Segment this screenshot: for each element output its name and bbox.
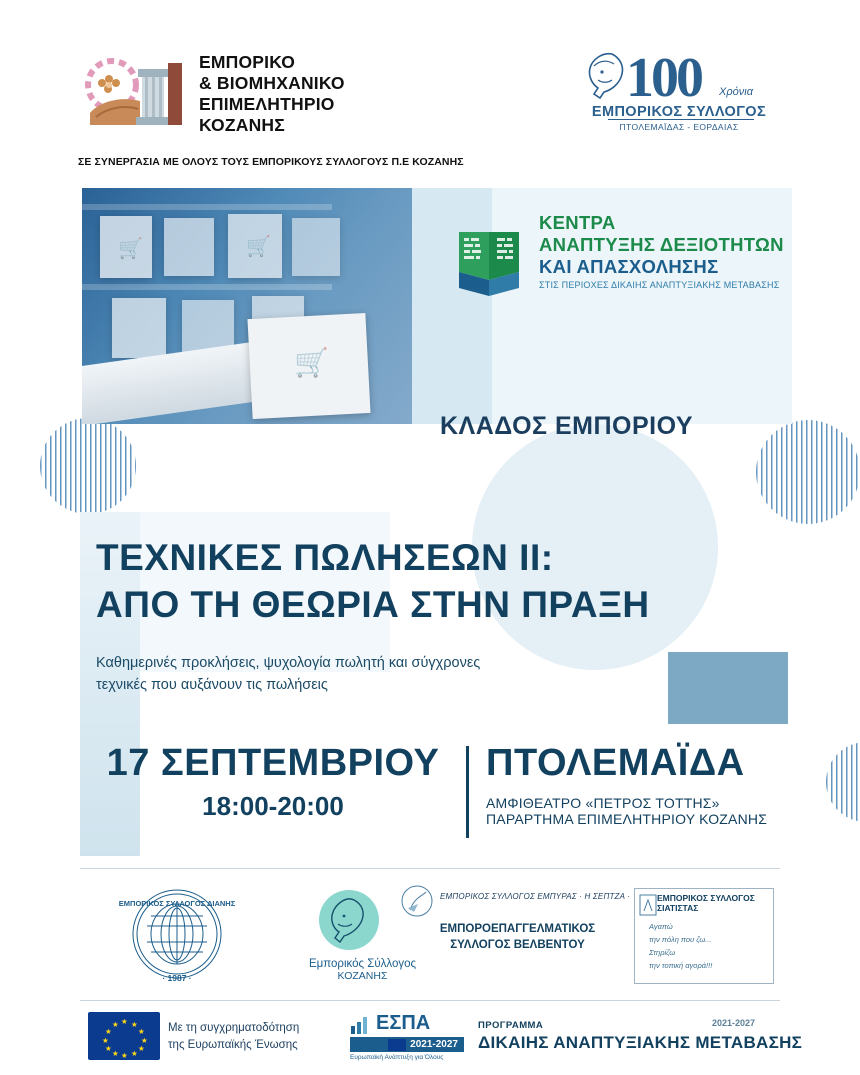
anniversary-association-name: ΕΜΠΟΡΙΚΟΣ ΣΥΛΛΟΓΟΣ xyxy=(591,104,767,120)
sponsor-siatistas-slogan-line-3: Στηρίζω xyxy=(649,947,676,957)
page-title-line-1: ΤΕΧΝΙΚΕΣ ΠΩΛΗΣΕΩΝ ΙΙ: xyxy=(96,537,554,578)
programme-logo-subtitle: ΣΤΙΣ ΠΕΡΙΟΧΕΣ ΔΙΚΑΙΗΣ ΑΝΑΠΤΥΞΙΑΚΗΣ ΜΕΤΑΒΑΣΗΣ xyxy=(539,280,780,291)
athena-head-icon xyxy=(582,50,628,102)
photo-box-2 xyxy=(164,218,214,276)
sponsor-siatistas-card xyxy=(634,888,774,984)
sponsor-kozanis-label-line-1: Εμπορικός Σύλλογος xyxy=(308,958,417,970)
page-subtitle-line-2: τεχνικές που αυξάνουν τις πωλήσεις xyxy=(96,677,328,694)
sponsor-logo-velventou xyxy=(400,884,635,974)
sponsor-siatistas-slogan xyxy=(635,913,773,972)
hero-photo xyxy=(82,188,412,424)
programme-logo-text xyxy=(539,212,784,290)
photo-shelf-2 xyxy=(82,284,332,290)
anniversary-years-word: Χρόνια xyxy=(719,86,753,98)
sector-label: ΚΛΑΔΟΣ ΕΜΠΟΡΙΟΥ xyxy=(440,412,694,440)
event-city: ΠΤΟΛΕΜΑΪΔΑ xyxy=(486,742,745,784)
sponsor-kozanis-label-line-2: ΚΟΖΑΝΗΣ xyxy=(337,970,388,982)
cart-icon-1: 🛒 xyxy=(118,238,143,260)
hatched-circle-far-right xyxy=(826,742,860,822)
chamber-name-line-1: ΕΜΠΟΡΙΚΟ xyxy=(199,52,296,72)
chamber-name-line-3: ΕΠΙΜΕΛΗΤΗΡΙΟ xyxy=(199,94,335,114)
page-title-line-2: ΑΠΟ ΤΗ ΘΕΩΡΙΑ ΣΤΗΝ ΠΡΑΞΗ xyxy=(96,584,650,626)
espa-name: ΕΣΠΑ xyxy=(376,1012,431,1034)
anniversary-association-region: ΠΤΟΛΕΜΑΪΔΑΣ - ΕΟΡΔΑΙΑΣ xyxy=(619,122,739,132)
header xyxy=(0,44,860,168)
chamber-logo-icon xyxy=(82,55,187,133)
event-details xyxy=(88,742,808,854)
anniversary-logo xyxy=(578,44,778,154)
sponsor-siatistas-slogan-line-1: Αγαπώ xyxy=(649,922,673,932)
event-details-divider xyxy=(466,746,469,838)
cart-icon-3: 🛒 xyxy=(294,347,329,378)
programme-logo-line-2: ΑΝΑΠΤΥΞΗΣ ΔΕΞΙΟΤΗΤΩΝ xyxy=(539,233,784,255)
title-block xyxy=(88,534,788,629)
svg-text:ΕΜΠΟΡΙΚΟΣ ΣΥΛΛΟΓΟΣ ΔΙΑΝΗΣ: ΕΜΠΟΡΙΚΟΣ ΣΥΛΛΟΓΟΣ ΔΙΑΝΗΣ xyxy=(118,899,236,908)
svg-text:· 1987 ·: · 1987 · xyxy=(162,973,192,983)
espa-logo xyxy=(348,1012,468,1062)
event-time: 18:00-20:00 xyxy=(202,791,344,821)
chamber-name-line-2: & ΒΙΟΜΗΧΑΝΙΚΟ xyxy=(199,73,345,93)
sponsor-siatistas-title-line-1: ΕΜΠΟΡΙΚΟΣ ΣΥΛΛΟΓΟΣ xyxy=(657,893,755,903)
photo-box-5 xyxy=(112,298,166,358)
event-venue-line-2: ΠΑΡΑΡΤΗΜΑ ΕΠΙΜΕΛΗΤΗΡΙΟΥ ΚΟΖΑΝΗΣ xyxy=(486,811,768,827)
sponsor-velventou-label-line-1: ΕΜΠΟΡΟΕΠΑΓΓΕΛΜΑΤΙΚΟΣ xyxy=(439,923,596,935)
sponsor-siatistas-slogan-line-4: την τοπική αγορά!!! xyxy=(649,960,713,970)
espa-subtitle: Ευρωπαϊκή Ανάπτυξη για Όλους xyxy=(350,1054,444,1061)
sponsor-velventou-label-line-2: ΣΥΛΛΟΓΟΣ ΒΕΛΒΕΝΤΟΥ xyxy=(450,938,585,951)
eu-flag-icon: ★ ★ ★ ★ ★ ★ ★ ★ ★ ★ ★ ★ xyxy=(88,1012,160,1060)
espa-years xyxy=(350,1037,464,1052)
chamber-name-line-4: ΚΟΖΑΝΗΣ xyxy=(199,115,285,135)
event-venue-line-1: ΑΜΦΙΘΕΑΤΡΟ «ΠΕΤΡΟΣ ΤΟΤΤΗΣ» xyxy=(486,795,720,811)
espa-bars-icon xyxy=(350,1014,372,1034)
programme-logo-line-3: ΚΑΙ ΑΠΑΣΧΟΛΗΣΗΣ xyxy=(539,255,719,277)
eu-cofunding-line-1: Με τη συγχρηματοδότηση xyxy=(168,1022,300,1034)
espa-years-text: 2021-2027 xyxy=(410,1039,458,1050)
programme-footer-label: ΠΡΟΓΡΑΜΜΑ xyxy=(478,1020,544,1031)
footer xyxy=(0,1002,860,1075)
programme-logo xyxy=(447,212,807,312)
sponsor-velventou-label xyxy=(400,922,635,953)
programme-footer-years: 2021-2027 xyxy=(712,1018,756,1028)
page-subtitle xyxy=(96,652,696,697)
chamber-logo-text xyxy=(199,52,345,136)
chamber-logo xyxy=(82,52,345,136)
divider-above-footer xyxy=(80,1000,780,1001)
sponsor-velventou-top-text: ΕΜΠΟΡΙΚΟΣ ΣΥΛΛΟΓΟΣ ΕΜΠΥΡΑΣ · Η ΣΕΠΤΖΑ · xyxy=(440,892,631,901)
eu-cofunding-text xyxy=(168,1020,299,1053)
programme-logo-line-1: ΚΕΝΤΡΑ xyxy=(539,212,616,233)
cooperation-note: ΣΕ ΣΥΝΕΡΓΑΣΙΑ ΜΕ ΟΛΟΥΣ ΤΟΥΣ ΕΜΠΟΡΙΚΟΥΣ ΣΥΛΛΟΓΟΥΣ Π.Ε ΚΟΖΑΝΗΣ xyxy=(78,156,464,168)
espa-eu-mini-flag xyxy=(388,1039,406,1051)
event-location-block xyxy=(486,742,816,827)
event-date-block xyxy=(88,742,458,822)
photo-box-4 xyxy=(292,218,340,276)
sponsor-logo-dianis xyxy=(102,882,252,990)
programme-footer-name: ΔΙΚΑΙΗΣ ΑΝΑΠΤΥΞΙΑΚΗΣ ΜΕΤΑΒΑΣΗΣ xyxy=(478,1033,803,1052)
sponsor-siatistas-slogan-line-2: την πόλη που ζω... xyxy=(649,935,712,945)
hatched-circle-left xyxy=(40,418,136,514)
divider-above-sponsors xyxy=(80,868,780,869)
page-subtitle-line-1: Καθημερινές προκλήσεις, ψυχολογία πωλητή και σύγχρονες xyxy=(96,655,481,671)
event-date: 17 ΣΕΠΤΕΜΒΡΙΟΥ xyxy=(106,742,440,784)
eu-cofunding-line-2: της Ευρωπαϊκής Ένωσης xyxy=(168,1038,298,1051)
photo-shelf-1 xyxy=(82,204,332,210)
sponsor-logos xyxy=(80,876,780,994)
photo-keyboard xyxy=(82,341,262,424)
programme-logo-icon xyxy=(447,218,531,296)
anniversary-number: 100 xyxy=(626,47,701,109)
cart-icon-2: 🛒 xyxy=(246,236,271,258)
sponsor-siatistas-title-line-2: ΣΙΑΤΙΣΤΑΣ xyxy=(657,903,699,914)
sponsor-logo-siatistas xyxy=(620,882,780,988)
